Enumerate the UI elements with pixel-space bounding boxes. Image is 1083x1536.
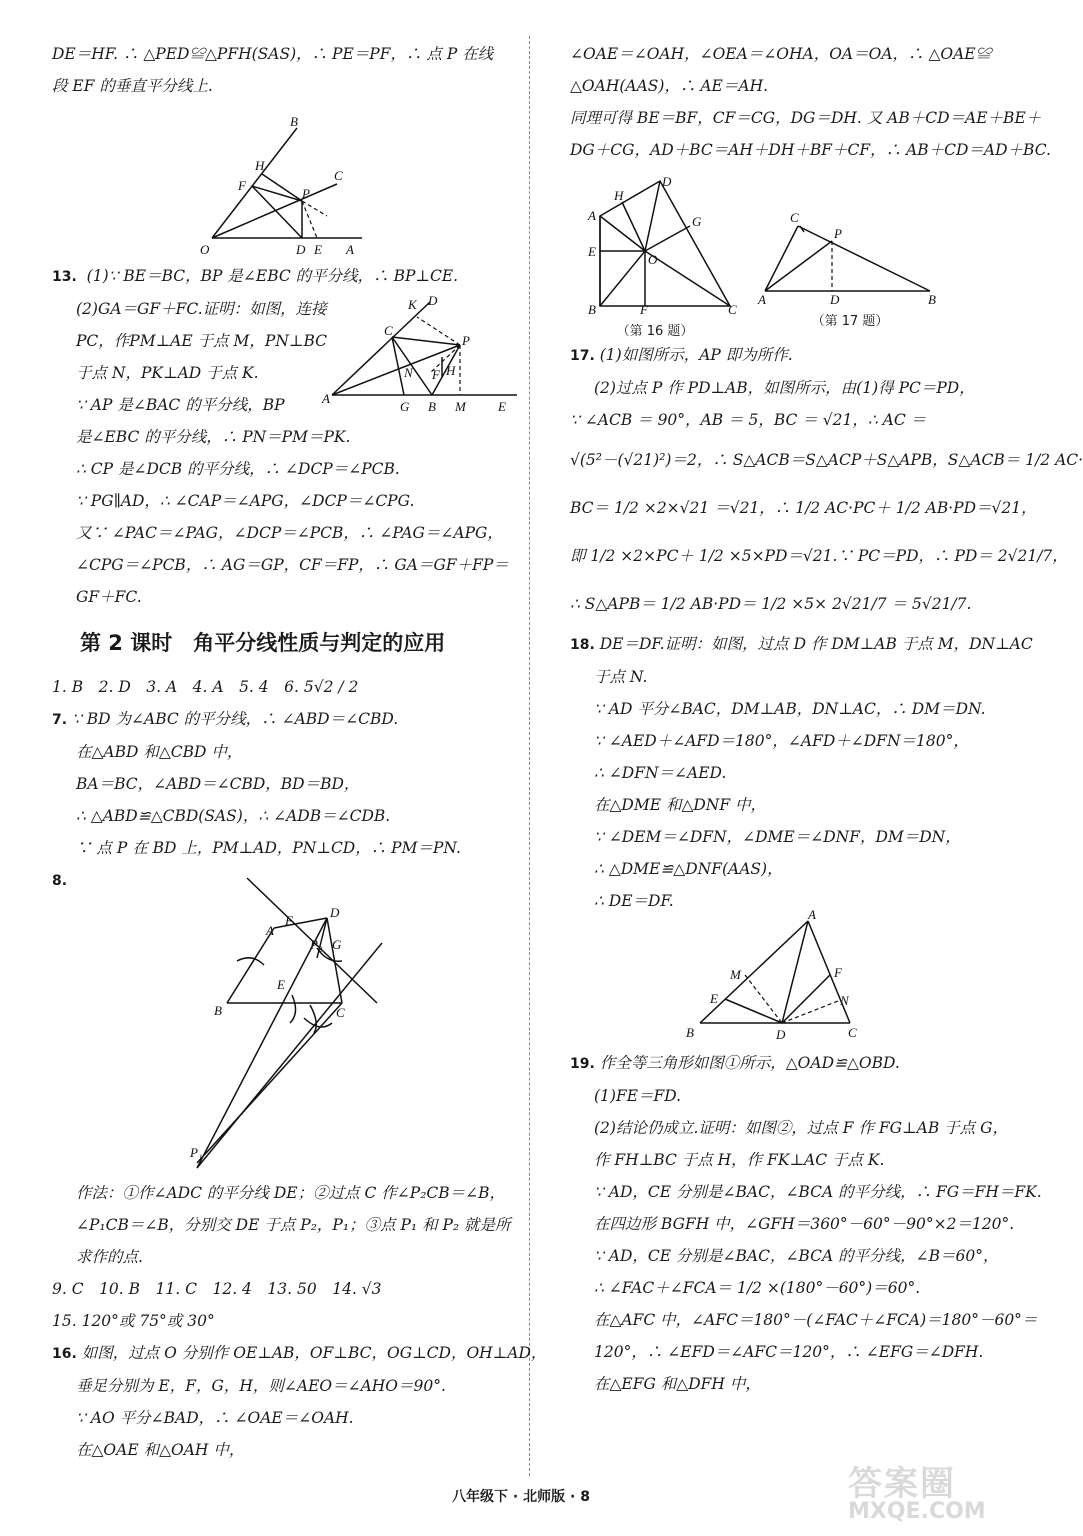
q16-line: 16. 如图，过点 O 分别作 OE⊥AB，OF⊥BC，OG⊥CD，OH⊥AD， bbox=[52, 1344, 547, 1362]
svg-text:G: G bbox=[692, 214, 702, 229]
figure-q18 bbox=[570, 907, 1020, 1043]
watermark-logo: 答案圈 MXQE.COM bbox=[848, 1464, 986, 1524]
svg-text:B: B bbox=[428, 399, 436, 414]
svg-text:C: C bbox=[384, 323, 393, 338]
text-line: △OAH(AAS)，∴ AE＝AH. bbox=[570, 77, 769, 95]
svg-text:P₂: P₂ bbox=[310, 937, 323, 952]
text-line: ∴ DE＝DF. bbox=[594, 892, 674, 910]
figure-angle-bisector-oab bbox=[52, 106, 452, 256]
text-line: DG＋CG，AD＋BC＝AH＋DH＋BF＋CF，∴ AB＋CD＝AD＋BC. bbox=[570, 141, 1051, 159]
text-line: ∴ ∠DFN＝∠AED. bbox=[594, 764, 727, 782]
text-line: ∵ PG∥AD，∴ ∠CAP＝∠APG，∠DCP＝∠CPG. bbox=[76, 492, 415, 510]
svg-text:C: C bbox=[334, 168, 343, 183]
svg-text:D: D bbox=[830, 292, 840, 307]
text-line: ∵ AP 是∠BAC 的平分线，BP bbox=[76, 396, 285, 414]
text-line: 120°，∴ ∠EFD＝∠AFC＝120°，∴ ∠EFG＝∠DFH. bbox=[594, 1343, 984, 1361]
text-line: ∵ AO 平分∠BAD，∴ ∠OAE＝∠OAH. bbox=[76, 1409, 354, 1427]
text-line: 段 EF 的垂直平分线上. bbox=[52, 77, 213, 95]
text-line: (1)FE＝FD. bbox=[594, 1087, 682, 1105]
q18-line: 18. DE＝DF.证明：如图，过点 D 作 DM⊥AB 于点 M，DN⊥AC bbox=[570, 635, 1033, 653]
svg-text:C: C bbox=[336, 1005, 345, 1020]
left-column bbox=[52, 38, 547, 1466]
svg-text:A: A bbox=[346, 242, 354, 257]
text-line: 垂足分别为 E，F，G，H，则∠AEO＝∠AHO＝90°. bbox=[76, 1377, 446, 1395]
text-line: 又∵ ∠PAC＝∠PAG，∠DCP＝∠PCB，∴ ∠PAG＝∠APG， bbox=[76, 524, 503, 542]
svg-text:P₁: P₁ bbox=[190, 1145, 203, 1160]
text-line: 作法：①作∠ADC 的平分线 DE；②过点 C 作∠P₂CB＝∠B， bbox=[76, 1184, 506, 1202]
text-line: 在△ABD 和△CBD 中， bbox=[76, 743, 243, 761]
svg-text:K: K bbox=[408, 297, 417, 312]
svg-text:O: O bbox=[200, 242, 210, 257]
text-line: 同理可得 BE＝BF，CF＝CG，DG＝DH. 又 AB＋CD＝AE＋BE＋ bbox=[570, 109, 1042, 127]
figure-q8 bbox=[52, 873, 512, 1173]
svg-text:H: H bbox=[446, 363, 456, 378]
text-line: ∴ ∠FAC＋∠FCA＝ 1/2 ×(180°－60°)＝60°. bbox=[594, 1279, 921, 1297]
text-line: 是∠EBC 的平分线，∴ PN＝PM＝PK. bbox=[76, 428, 351, 446]
svg-text:B: B bbox=[928, 292, 936, 307]
question-number: 18. bbox=[570, 637, 595, 653]
text-line: ∵ 点 P 在 BD 上，PM⊥AD，PN⊥CD，∴ PM＝PN. bbox=[76, 839, 461, 857]
svg-text:D: D bbox=[662, 174, 672, 189]
svg-text:F: F bbox=[285, 913, 293, 928]
text-line: 在四边形 BGFH 中，∠GFH＝360°－60°－90°×2＝120°. bbox=[594, 1215, 1015, 1233]
text-line: ∵ AD 平分∠BAC，DM⊥AB，DN⊥AC，∴ DM＝DN. bbox=[594, 700, 986, 718]
text-line: 于点 N，PK⊥AD 于点 K. bbox=[76, 364, 259, 382]
q7-line: 7. ∵ BD 为∠ABC 的平分线，∴ ∠ABD＝∠CBD. bbox=[52, 710, 399, 728]
text-line: ∠OAE＝∠OAH，∠OEA＝∠OHA，OA＝OA，∴ △OAE≌ bbox=[570, 45, 992, 63]
svg-text:E: E bbox=[498, 399, 506, 414]
svg-text:D: D bbox=[296, 242, 306, 257]
svg-text:F: F bbox=[238, 178, 246, 193]
svg-text:F: F bbox=[834, 965, 842, 980]
q17-line: 17. (1)如图所示，AP 即为所作. bbox=[570, 346, 793, 364]
figure-q13 bbox=[322, 293, 522, 422]
text-line: BA＝BC，∠ABD＝∠CBD，BD＝BD， bbox=[76, 775, 360, 793]
text-line: ∵ AD，CE 分别是∠BAC，∠BCA 的平分线，∠B＝60°， bbox=[594, 1247, 999, 1265]
figure-caption: （第 17 题） bbox=[811, 314, 889, 329]
svg-text:N: N bbox=[840, 993, 849, 1008]
answers-9-14: 9. C 10. B 11. C 12. 4 13. 50 14. √3 bbox=[52, 1280, 382, 1298]
svg-text:P: P bbox=[302, 186, 310, 201]
column-divider bbox=[529, 36, 531, 1476]
q13-line: 13. (1)∵ BE＝BC，BP 是∠EBC 的平分线，∴ BP⊥CE. bbox=[52, 267, 459, 285]
text-line: (2)过点 P 作 PD⊥AB，如图所示，由(1)得 PC＝PD， bbox=[594, 379, 975, 397]
question-number: 17. bbox=[570, 348, 595, 364]
svg-text:B: B bbox=[214, 1003, 222, 1018]
text-line: GF＋FC. bbox=[76, 588, 142, 606]
text-line: PC，作PM⊥AE 于点 M，PN⊥BC bbox=[76, 332, 328, 350]
text-line: 于点 N. bbox=[594, 668, 648, 686]
svg-text:B: B bbox=[290, 114, 298, 129]
text-line: 在△EFG 和△DFH 中， bbox=[594, 1375, 761, 1393]
svg-text:F: F bbox=[432, 367, 440, 382]
svg-text:G: G bbox=[400, 399, 410, 414]
svg-text:M: M bbox=[455, 399, 466, 414]
answer-15: 15. 120°或 75°或 30° bbox=[52, 1312, 215, 1330]
page-footer: 八年级下 · 北师版 · 8 bbox=[452, 1489, 590, 1505]
text-line: DE＝HF. ∴ △PED≌△PFH(SAS)，∴ PE＝PF，∴ 点 P 在线 bbox=[52, 45, 494, 63]
svg-text:B: B bbox=[686, 1025, 694, 1040]
svg-text:A: A bbox=[266, 923, 274, 938]
question-number: 13. bbox=[52, 269, 77, 285]
svg-text:E: E bbox=[710, 991, 718, 1006]
figure-caption: （第 16 题） bbox=[616, 324, 694, 339]
svg-text:D: D bbox=[330, 905, 340, 920]
text-line: 作 FH⊥BC 于点 H，作 FK⊥AC 于点 K. bbox=[594, 1151, 885, 1169]
svg-text:P: P bbox=[834, 226, 842, 241]
svg-text:O: O bbox=[648, 252, 658, 267]
svg-text:C: C bbox=[790, 210, 799, 225]
text-line: 在△DME 和△DNF 中， bbox=[594, 796, 767, 814]
text-line: ∴ △ABD≌△CBD(SAS)，∴ ∠ADB＝∠CDB. bbox=[76, 807, 391, 825]
right-column bbox=[570, 38, 1083, 1400]
svg-text:B: B bbox=[588, 302, 596, 317]
text-line: ∵ ∠ACB ＝ 90°，AB ＝ 5，BC ＝ √21，∴ AC ＝ bbox=[570, 411, 927, 429]
text-line: ∴ CP 是∠DCB 的平分线，∴ ∠DCP＝∠PCB. bbox=[76, 460, 400, 478]
svg-text:P: P bbox=[462, 333, 470, 348]
text-line: ∵ AD，CE 分别是∠BAC，∠BCA 的平分线，∴ FG＝FH＝FK. bbox=[594, 1183, 1042, 1201]
svg-text:A: A bbox=[322, 391, 330, 406]
text-line: 在△AFC 中，∠AFC＝180°－(∠FAC＋∠FCA)＝180°－60°＝ bbox=[594, 1311, 1038, 1329]
text-line: ∴ △DME≌△DNF(AAS)， bbox=[594, 860, 783, 878]
svg-text:F: F bbox=[640, 302, 648, 317]
figure-q17 bbox=[760, 206, 940, 306]
svg-text:E: E bbox=[588, 244, 596, 259]
question-number: 16. bbox=[52, 1346, 77, 1362]
question-number: 7. bbox=[52, 712, 68, 728]
svg-text:M: M bbox=[730, 967, 741, 982]
svg-text:A: A bbox=[808, 907, 816, 922]
text-line: BC＝ 1/2 ×2×√21 ＝√21，∴ 1/2 AC·PC＋ 1/2 AB·PD＝√21， bbox=[570, 499, 1037, 517]
text-line: √(5²－(√21)²)＝2，∴ S△ACB＝S△ACP＋S△APB，S△ACB＝ 1/2 AC· bbox=[570, 451, 1083, 469]
svg-text:D: D bbox=[428, 293, 438, 308]
figure-q16 bbox=[570, 176, 740, 316]
text-line: (2)结论仍成立.证明：如图②，过点 F 作 FG⊥AB 于点 G， bbox=[594, 1119, 1008, 1137]
text-line: ∠CPG＝∠PCB，∴ AG＝GP，CF＝FP，∴ GA＝GF＋FP＝ bbox=[76, 556, 509, 574]
text-line: ∵ ∠AED＋∠AFD＝180°，∠AFD＋∠DFN＝180°， bbox=[594, 732, 969, 750]
text-line: ∴ S△APB＝ 1/2 AB·PD＝ 1/2 ×5× 2√21/7 ＝ 5√21/7. bbox=[570, 595, 972, 613]
text-line: 求作的点. bbox=[76, 1248, 143, 1266]
question-number: 8. bbox=[52, 873, 68, 889]
q19-line: 19. 作全等三角形如图①所示，△OAD≌△OBD. bbox=[570, 1054, 900, 1072]
text-line: 在△OAE 和△OAH 中， bbox=[76, 1441, 245, 1459]
svg-text:A: A bbox=[758, 292, 766, 307]
question-number: 19. bbox=[570, 1056, 595, 1072]
answers-1-6: 1. B 2. D 3. A 4. A 5. 4 6. 5√2 / 2 bbox=[52, 678, 359, 696]
svg-text:C: C bbox=[728, 302, 737, 317]
svg-text:N: N bbox=[404, 365, 413, 380]
text-line: ∵ ∠DEM＝∠DFN，∠DME＝∠DNF，DM＝DN， bbox=[594, 828, 961, 846]
text-line: 即 1/2 ×2×PC＋ 1/2 ×5×PD＝√21.∵ PC＝PD，∴ PD＝ 2√21/7， bbox=[570, 547, 1068, 565]
svg-text:E: E bbox=[277, 977, 285, 992]
text-line: ∠P₁CB＝∠B，分别交 DE 于点 P₂，P₁；③点 P₁ 和 P₂ 就是所 bbox=[76, 1216, 511, 1234]
section-title: 第 2 课时 角平分线性质与判定的应用 bbox=[80, 631, 446, 655]
svg-text:H: H bbox=[614, 188, 624, 203]
svg-text:A: A bbox=[588, 208, 596, 223]
svg-text:E: E bbox=[314, 242, 322, 257]
svg-text:D: D bbox=[776, 1027, 786, 1042]
svg-text:C: C bbox=[848, 1025, 857, 1040]
svg-text:G: G bbox=[332, 937, 342, 952]
svg-text:H: H bbox=[255, 158, 265, 173]
text-line: (2)GA＝GF＋FC.证明：如图，连接 bbox=[76, 300, 327, 318]
